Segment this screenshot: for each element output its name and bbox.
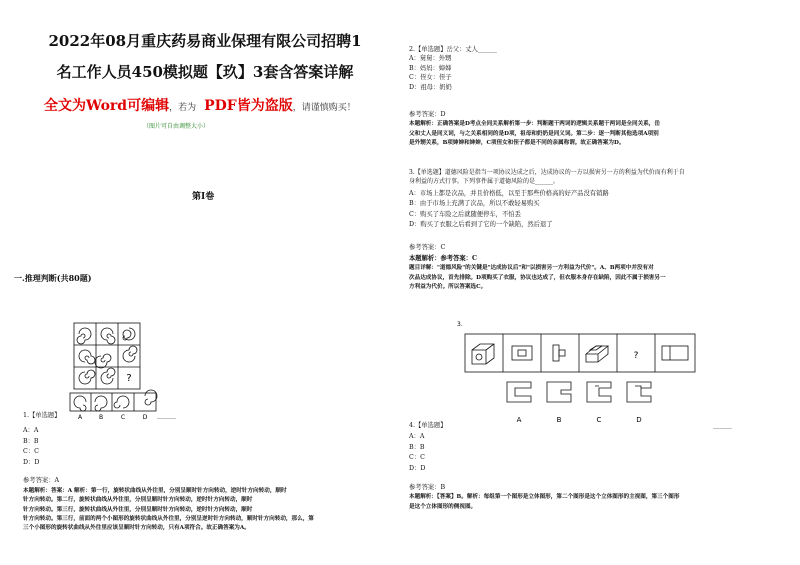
section-heading: 一.推理判断(共80题) (14, 273, 92, 283)
q1-label: 1.【单选题】 (23, 412, 61, 419)
q4-fig-number: 3. (457, 321, 463, 328)
promo-line (44, 95, 384, 115)
q3-ref-answer: 参考答案：C (409, 244, 446, 251)
q4-question-mark: ? (633, 351, 639, 361)
promo-word-editable: 全文为Word可编辑 (44, 98, 170, 114)
q2-analysis (409, 120, 784, 149)
q4-option-b: B：B (409, 443, 425, 451)
document-title-line2: 名工作人员450模拟题【玖】3套含答案详解 (56, 63, 354, 81)
q1-analysis-line: 针方向转动。第三行，前面的两个小图形的旋转状曲线从外往里，分别呈逆时针方向转动，顺时针方向转动，那么，第 (23, 515, 314, 522)
q4-label: 4.【单选题】 (409, 422, 447, 429)
q2-option-a: A：舅舅：外甥 (409, 55, 452, 62)
q2-option-b: B：妈妈：婶婶 (409, 64, 452, 72)
q3-ref-answer-2: 本题解析：参考答案：C (409, 255, 477, 262)
q1-fig-label-b: B (98, 414, 104, 421)
q4-analysis (409, 493, 784, 512)
q2-options (409, 54, 452, 92)
q3-option-d: D：购买了衣服之后看到了它的一个缺陷，然后退了 (409, 221, 553, 229)
q3-option-b: B：由于市场上充满了次品，所以不敢轻易购买 (409, 200, 540, 208)
q4-fig-label-d: D (636, 416, 642, 424)
volume-heading: 第I卷 (192, 192, 215, 202)
q1-analysis-line: 三个小图形的旋转状曲线从外往里应该呈顺时针方向转动，只有A项符合。故正确答案为A。 (23, 525, 250, 532)
q1-fig-label-d: D (142, 414, 148, 421)
q3-option-a: A：市场上都是次品，并且价格低，以至于那些价格高的好产品没有销路 (409, 190, 609, 197)
q1-fig-label-c: C (120, 414, 126, 421)
q4-option-a: A：A (409, 433, 425, 440)
q1-blank: ______ (157, 412, 176, 419)
q1-analysis-line: 针方向转动。第三行，旋转状曲线从外往里，分别呈顺时针方向转动，逆时针方向转动，顺时 (23, 506, 253, 513)
q4-ref-answer: 参考答案：B (409, 484, 446, 491)
q1-option-b: B：B (23, 437, 39, 445)
q1-options (23, 426, 39, 468)
q1-ref-answer: 参考答案：A (23, 477, 60, 484)
q3-analysis (409, 264, 784, 293)
promo-pdf-piracy: PDF皆为盗版 (204, 98, 293, 114)
q2-analysis-line: 父和丈人是同义词，与之关系相同的是D项，祖母和奶奶是同义词。第二步：逐一判断其他选项A项别 (409, 130, 659, 137)
q4-figure (455, 318, 705, 428)
q4-options (409, 432, 425, 474)
q2-label: 2.【单选题】岳父：丈人______ (409, 46, 497, 53)
q3-analysis-line: 次品达成协议，首先排除。D项购买了衣服，协议也达成了，但衣服本身存在缺陷，因此不属于损害另一 (409, 274, 666, 281)
q3-analysis-line: 题目详解："道德风险"的关键是"达成协议后"和"以损害另一方利益为代价"。A、B两项中并没有对 (409, 265, 654, 271)
q1-fig-label-a: A (77, 414, 83, 421)
q1-option-d: D：D (23, 458, 40, 466)
q1-option-a: A：A (23, 427, 39, 434)
q1-figure (68, 321, 168, 421)
q3-options (409, 189, 609, 231)
promo-mid2: ，请谨慎购买！ (292, 103, 356, 113)
q3-option-c: C：购买了车险之后就随便停车，不怕丢 (409, 210, 521, 218)
q4-analysis-line: 是这个立体图形的侧视图。 (409, 503, 477, 510)
q1-analysis (23, 487, 395, 533)
q4-fig-label-c: C (596, 416, 602, 424)
q4-option-d: D：D (409, 464, 426, 472)
q4-fig-label-a: A (516, 416, 522, 424)
q3-stem (409, 168, 784, 187)
q4-option-c: C：C (409, 454, 425, 461)
image-resize-note: （图片可自由调整大小） (143, 123, 210, 130)
q2-analysis-line: 是外甥关系，B项婶婶和婶婶，C项侄女和侄子都是不同的亲属称谓。故正确答案为D。 (409, 140, 625, 147)
q2-option-d: D：祖母：奶奶 (409, 83, 452, 91)
q2-option-c: C：侄女：侄子 (409, 74, 452, 82)
q3-stem-line: 3.【单选题】道德风险是指当一项协议达成之后，达成协议的一方以损害另一方的利益为代价而有利于自 (409, 169, 685, 176)
q1-option-c: C：C (23, 448, 39, 455)
q2-ref-answer: 参考答案：D (409, 111, 446, 118)
document-title-line1: 2022年08月重庆药易商业保理有限公司招聘1 (48, 32, 362, 50)
q4-analysis-line: 本题解析：【答案】B。解析：每组第一个图形是立体图形，第二个图形是这个立体图形的主视图，第三个图形 (409, 494, 680, 500)
q3-stem-line: 身利益的方式行事。下列事件属于道德风险的是______。 (409, 178, 560, 186)
q3-analysis-line: 方利益为代价。所以答案选C。 (409, 284, 487, 291)
q2-analysis-line: 本题解析：正确答案是D考点全同关系解析第一步：判断题干两词的逻辑关系题干两词是全同关系，岳 (409, 121, 660, 127)
q1-analysis-line: 本题解析：答案：A 解析：第一行，旋转状曲线从外往里，分别呈顺时针方向转动，逆时针方向转动，顺时 (23, 488, 287, 494)
q4-fig-label-b: B (556, 416, 562, 424)
q1-analysis-line: 针方向转动。第二行，旋转状曲线从外往里，分别呈顺时针方向转动，逆时针方向转动，顺时 (23, 497, 253, 504)
q4-blank: ______ (713, 422, 732, 429)
q1-question-mark: ? (126, 373, 132, 384)
promo-mid1: ，若为 (169, 103, 197, 113)
